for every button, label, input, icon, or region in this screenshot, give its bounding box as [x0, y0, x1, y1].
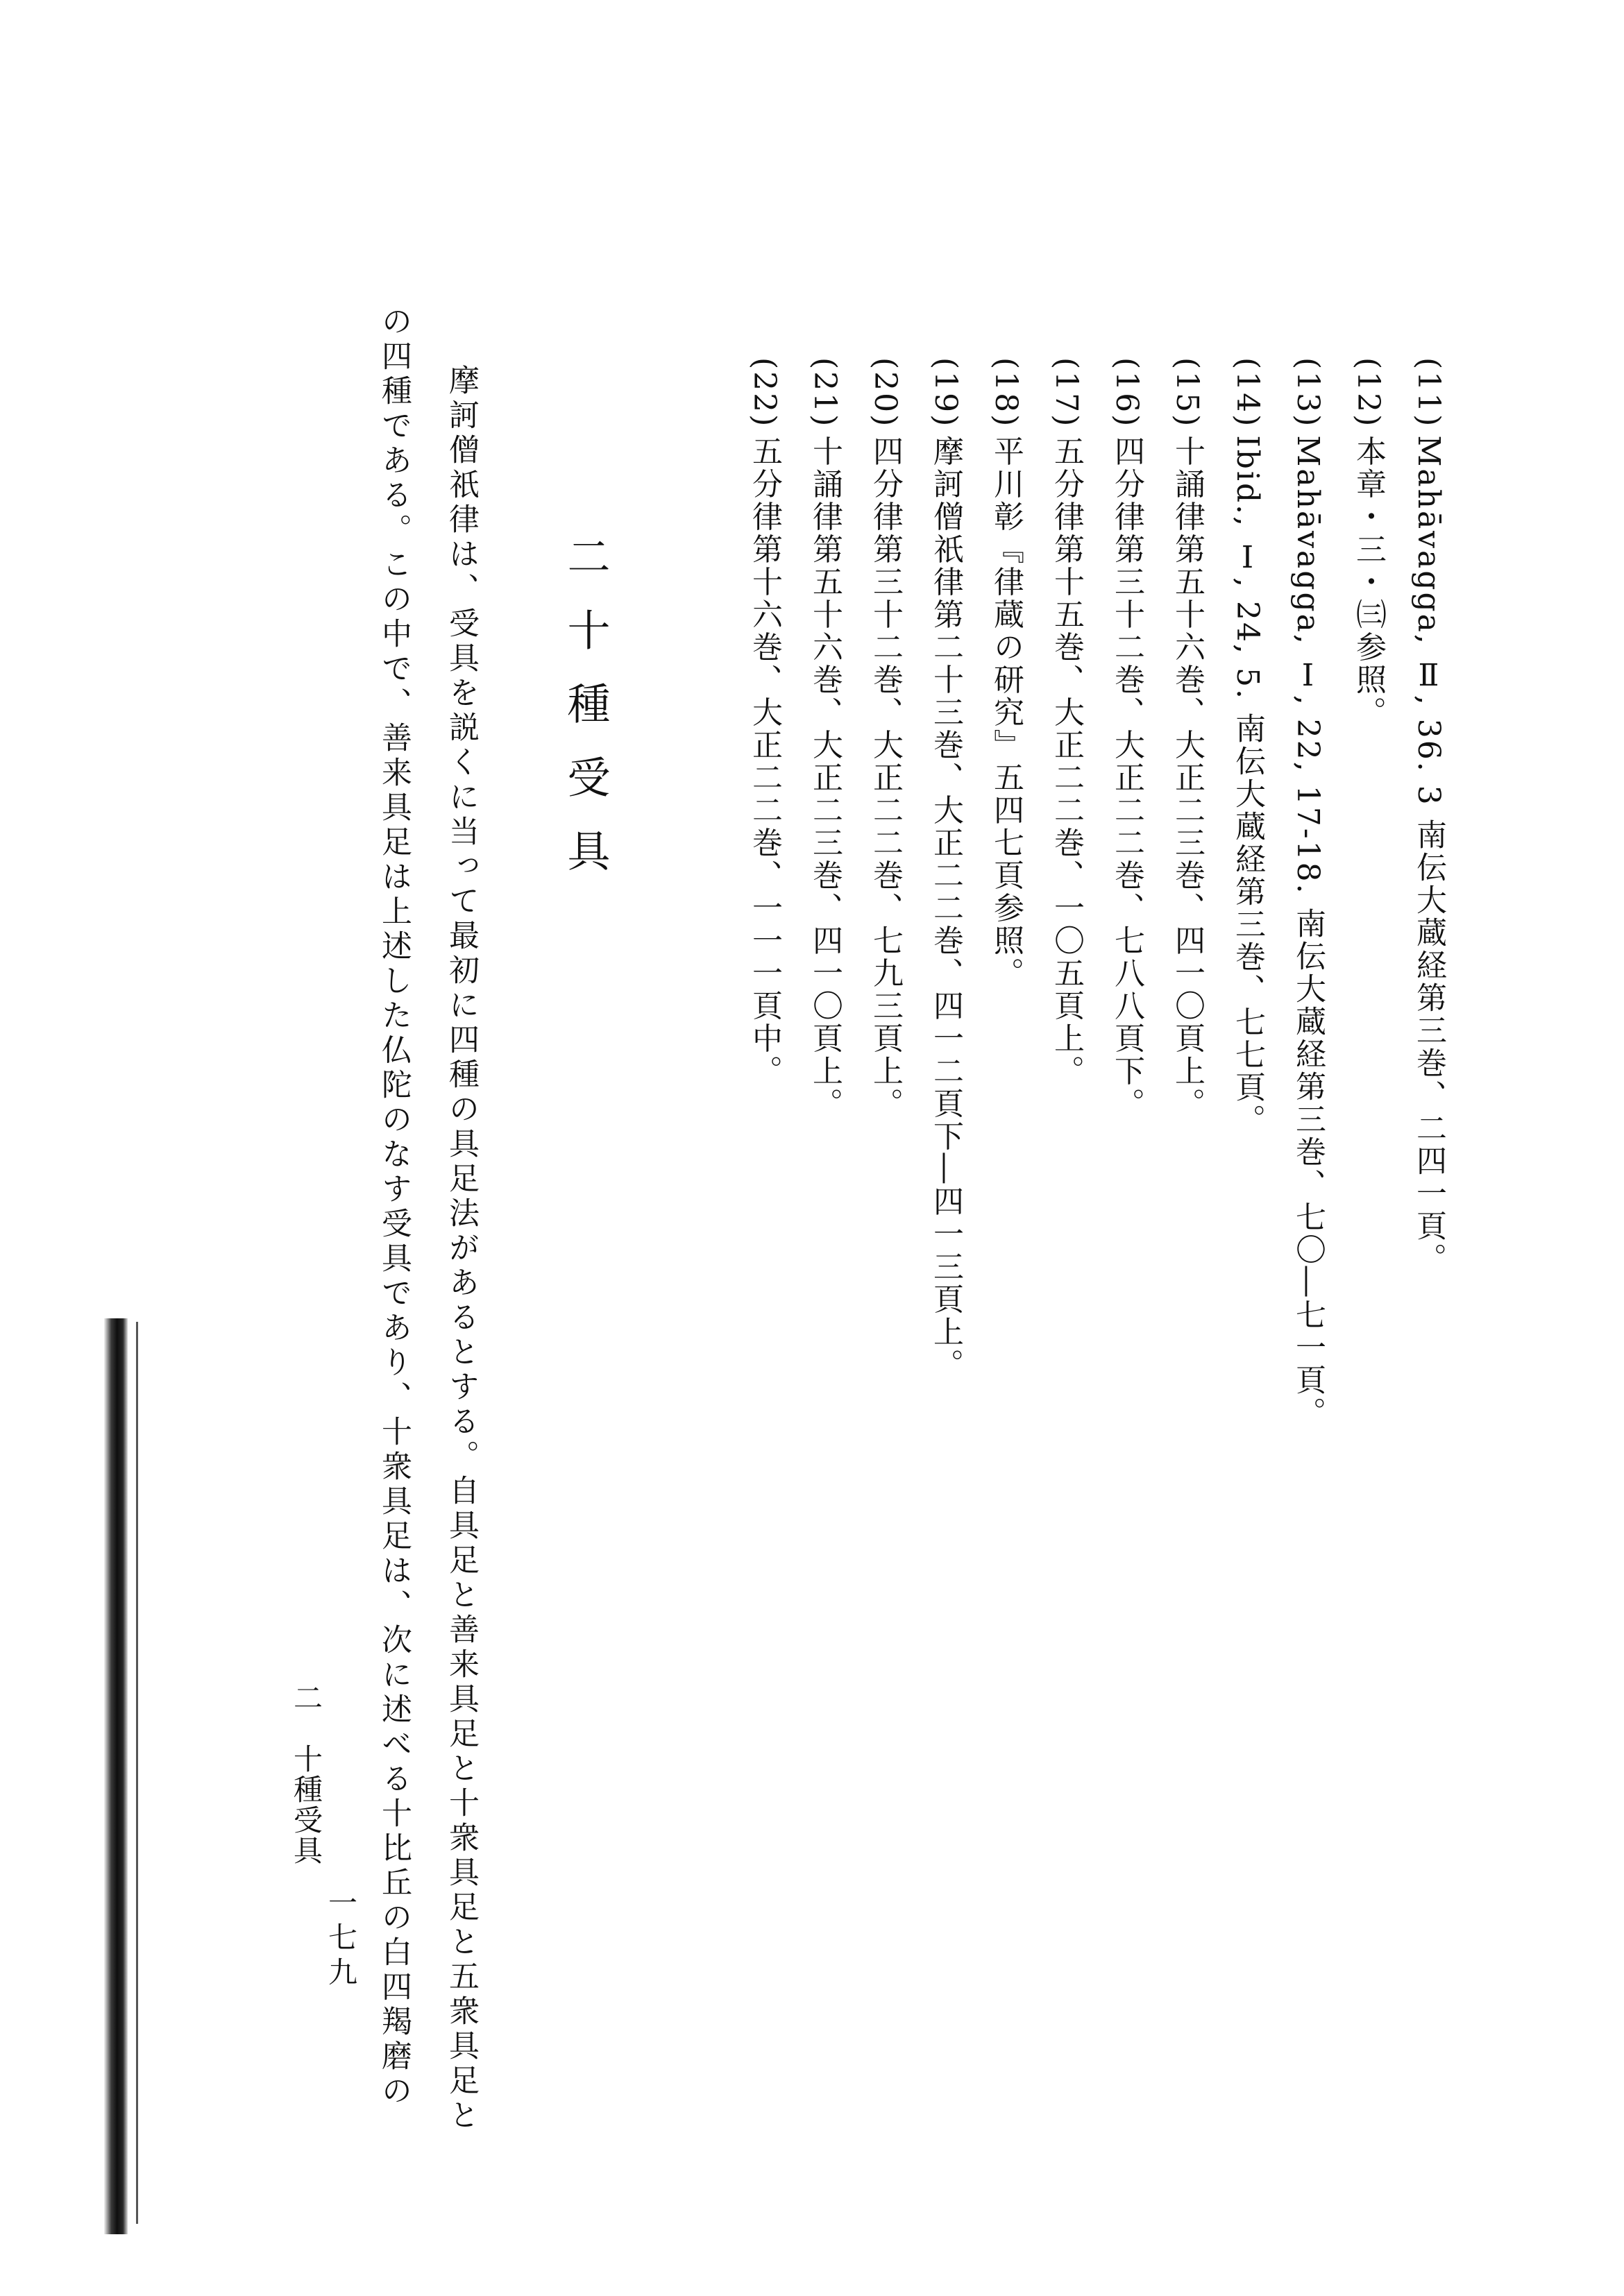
- footnote-text: 四分律第三十二巻、大正二二巻、七八八頁下。: [1109, 435, 1144, 1121]
- footnote-text: 五分律第十五巻、大正二二巻、一〇五頁上。: [1049, 435, 1084, 1088]
- footnote-21: [807, 357, 843, 1121]
- footnote-number: (16): [1109, 357, 1144, 429]
- footnote-number: (12): [1351, 357, 1386, 429]
- page-number: 一七九: [324, 1887, 358, 1991]
- footnote-text: 十誦律第五十六巻、大正二三巻、四一〇頁上。: [807, 435, 843, 1121]
- footnote-number: (15): [1169, 357, 1205, 429]
- running-head: 二 十種受具: [289, 1683, 323, 1866]
- footnote-11: [1413, 357, 1444, 1275]
- footnote-text: Mahāvagga, Ⅱ, 36. 3 南伝大蔵経第三巻、二四一頁。: [1411, 435, 1446, 1275]
- footnote-text: 四分律第三十二巻、大正二二巻、七九三頁上。: [868, 435, 903, 1121]
- binding-edge-line: [136, 1322, 138, 2224]
- footnote-17: [1049, 357, 1084, 1088]
- footnote-number: (11): [1411, 357, 1446, 429]
- footnote-text: 五分律第十六巻、大正二二巻、一一一頁中。: [747, 435, 782, 1088]
- body-paragraph-line-2: の四種である。この中で、善来具足は上述した仏陀のなす受具であり、十衆具足は、次に述べる十比丘の白四羯磨の: [376, 305, 412, 2109]
- footnote-text: 平川彰『律蔵の研究』五四七頁参照。: [988, 435, 1024, 990]
- body-paragraph-line-1: 摩訶僧祇律は、受具を説くに当って最初に四種の具足法があるとする。自具足と善来具足と十衆具足と五衆具足と: [443, 364, 479, 2134]
- footnote-19: [930, 357, 961, 1381]
- footnote-text: 十誦律第五十六巻、大正二三巻、四一〇頁上。: [1169, 435, 1205, 1121]
- footnote-20: [868, 357, 903, 1121]
- footnote-14: [1230, 357, 1265, 1137]
- footnote-16: [1111, 357, 1142, 1120]
- footnote-number: (19): [928, 357, 963, 429]
- footnote-number: (22): [747, 357, 782, 429]
- footnote-text: 本章・三・㈢参照。: [1351, 435, 1386, 729]
- footnote-text: Mahāvagga, Ⅰ, 22, 17-18. 南伝大蔵経第三巻、七〇―七一頁。: [1290, 435, 1326, 1429]
- binding-edge-shadow: [104, 1318, 128, 2234]
- footnote-number: (14): [1230, 357, 1265, 429]
- section-heading: 二十種受具: [560, 534, 611, 902]
- footnote-text: 摩訶僧祇律第二十三巻、大正二二巻、四一二頁下―四一三頁上。: [928, 435, 963, 1381]
- footnote-number: (17): [1049, 357, 1084, 429]
- footnote-12: [1351, 357, 1386, 729]
- footnote-number: (18): [988, 357, 1024, 429]
- footnote-22: [747, 357, 782, 1088]
- footnote-number: (21): [807, 357, 843, 429]
- footnote-15: [1169, 357, 1205, 1121]
- footnote-18: [988, 357, 1024, 990]
- footnote-number: (13): [1290, 357, 1326, 429]
- footnote-text: Ibid., Ⅰ, 24, 5. 南伝大蔵経第三巻、七七頁。: [1230, 435, 1265, 1137]
- footnote-13: [1290, 357, 1326, 1429]
- footnote-number: (20): [868, 357, 903, 429]
